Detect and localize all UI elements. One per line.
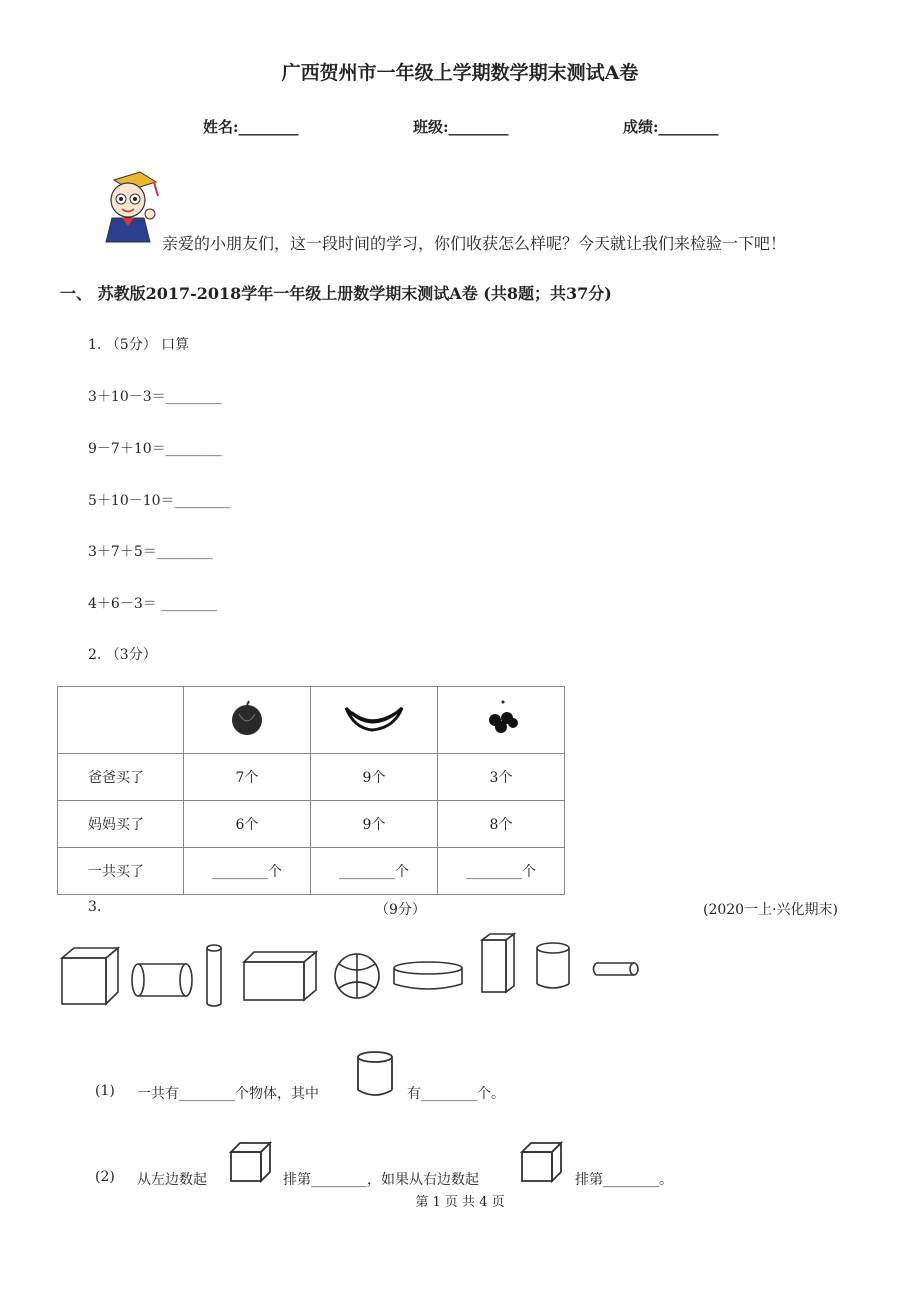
table-cell: [58, 687, 184, 754]
table-cell: 7个: [184, 754, 311, 801]
q3-source: (2020一上·兴化期末): [703, 902, 839, 918]
q2-label: 2. （3分）: [88, 647, 157, 663]
q3-points: （9分）: [375, 902, 426, 918]
cube-icon: [519, 1140, 565, 1184]
table-row: [58, 848, 565, 895]
shapes-row: [56, 930, 646, 1010]
table-cell: 8个: [438, 801, 565, 848]
q3-sub2-num: (2): [95, 1169, 115, 1185]
banana-icon: [342, 698, 406, 738]
thin-cylinder-icon: [207, 945, 221, 1006]
table-cell: [184, 687, 311, 754]
table-cell: 6个: [184, 801, 311, 848]
table-cell: 9个: [311, 801, 438, 848]
small-cylinder-icon: [594, 963, 639, 975]
ball-icon: [335, 954, 379, 998]
name-field: 姓名:________: [203, 118, 299, 136]
q3-number: 3.: [88, 899, 102, 915]
flat-cylinder-icon: [394, 962, 462, 989]
calc-item: 9－7＋10＝________: [88, 441, 222, 457]
intro-text: 亲爱的小朋友们，这一段时间的学习，你们收获怎么样呢？今天就让我们来检验一下吧！: [162, 234, 787, 253]
calc-item: 3＋7＋5＝________: [88, 544, 213, 560]
page-title: 广西贺州市一年级上学期数学期末测试A卷: [281, 62, 639, 84]
cube-icon: [62, 948, 118, 1004]
mascot-icon: [92, 168, 164, 246]
table-cell: 9个: [311, 754, 438, 801]
orange-icon: [227, 698, 267, 738]
table-cell: [438, 687, 565, 754]
table-cell: ________个: [184, 848, 311, 895]
cylinder-upright-icon: [537, 943, 569, 988]
section-heading: 一、 苏教版2017-2018学年一年级上册数学期末测试A卷 (共8题；共37分): [60, 284, 612, 303]
tall-cuboid-icon: [482, 934, 514, 992]
q3-sub2-text: 从左边数起: [137, 1172, 207, 1188]
table-cell: [311, 687, 438, 754]
q3-sub1-num: (1): [95, 1083, 115, 1099]
page-footer: 第 1 页 共 4 页: [415, 1195, 505, 1210]
table-cell: ________个: [311, 848, 438, 895]
class-field: 班级:________: [413, 118, 509, 136]
cuboid-icon: [244, 952, 316, 1000]
table-row: [58, 754, 565, 801]
table-cell: 妈妈买了: [58, 801, 184, 848]
score-field: 成绩:________: [623, 118, 719, 136]
cylinder-icon: [354, 1048, 396, 1100]
table-row: [58, 687, 565, 754]
cube-icon: [228, 1140, 274, 1184]
q1-label: 1. （5分） 口算: [88, 337, 190, 353]
table-row: [58, 801, 565, 848]
cylinder-lying-icon: [132, 964, 192, 996]
fruit-table: [57, 686, 565, 895]
q3-sub1-text: 一共有________个物体，其中: [137, 1086, 319, 1102]
table-cell: ________个: [438, 848, 565, 895]
table-cell: 3个: [438, 754, 565, 801]
q3-sub2-mid: 排第________，如果从右边数起: [283, 1172, 479, 1188]
table-cell: 一共买了: [58, 848, 184, 895]
calc-item: 3＋10－3＝________: [88, 389, 222, 405]
calc-item: 5＋10－10＝________: [88, 493, 231, 509]
calc-item: 4＋6－3＝ ________: [88, 596, 218, 612]
grapes-icon: [481, 698, 521, 738]
q3-sub2-tail: 排第________。: [575, 1172, 673, 1188]
q3-sub1-tail: 有________个。: [407, 1086, 505, 1102]
table-cell: 爸爸买了: [58, 754, 184, 801]
